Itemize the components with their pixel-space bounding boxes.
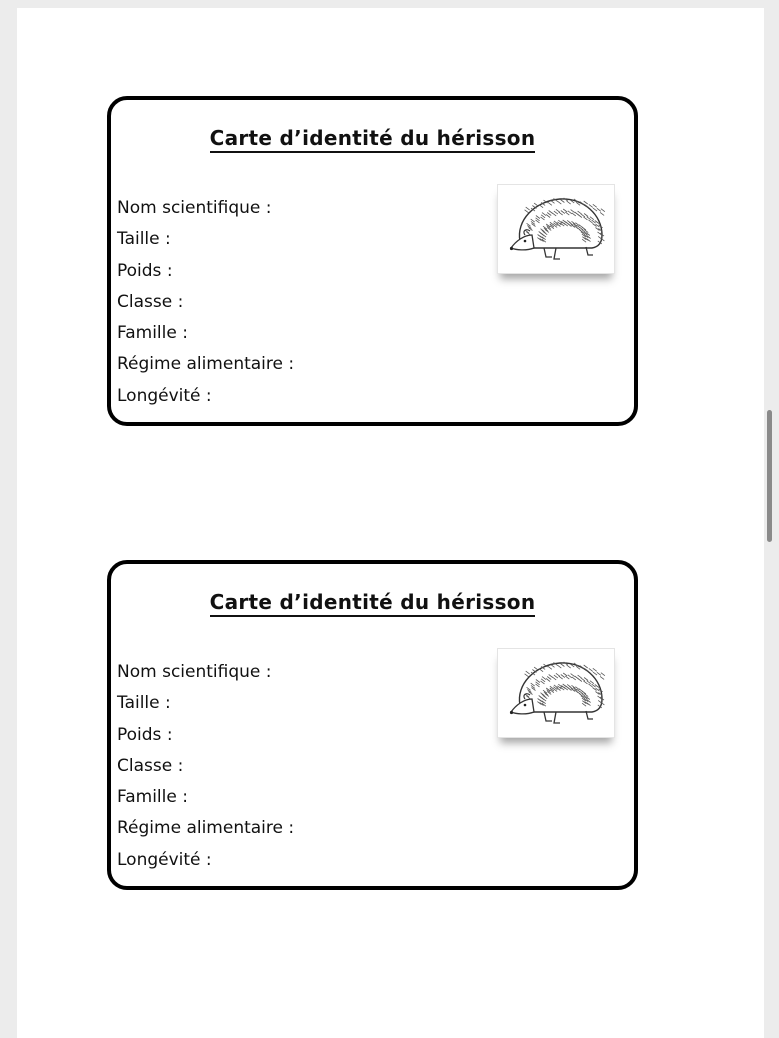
field-weight: Poids : — [117, 260, 173, 281]
hedgehog-image — [497, 648, 615, 738]
field-list — [117, 193, 294, 412]
id-card — [107, 560, 638, 890]
id-card — [107, 96, 638, 426]
field-longevity: Longévité : — [117, 385, 212, 406]
field-weight: Poids : — [117, 724, 173, 745]
field-scientific-name: Nom scientifique : — [117, 662, 272, 682]
field-longevity: Longévité : — [117, 849, 212, 870]
card-title: Carte d’identité du hérisson — [111, 590, 634, 614]
field-family: Famille : — [117, 787, 188, 808]
field-family: Famille : — [117, 323, 188, 344]
field-list — [117, 657, 294, 876]
field-class: Classe : — [117, 755, 184, 776]
scrollbar[interactable] — [767, 410, 772, 542]
field-size: Taille : — [117, 693, 171, 714]
field-class: Classe : — [117, 291, 184, 312]
field-size: Taille : — [117, 229, 171, 250]
field-diet: Régime alimentaire : — [117, 354, 295, 375]
hedgehog-image — [497, 184, 615, 274]
field-scientific-name: Nom scientifique : — [117, 198, 272, 218]
card-title: Carte d’identité du hérisson — [111, 126, 634, 150]
field-diet: Régime alimentaire : — [117, 818, 295, 839]
